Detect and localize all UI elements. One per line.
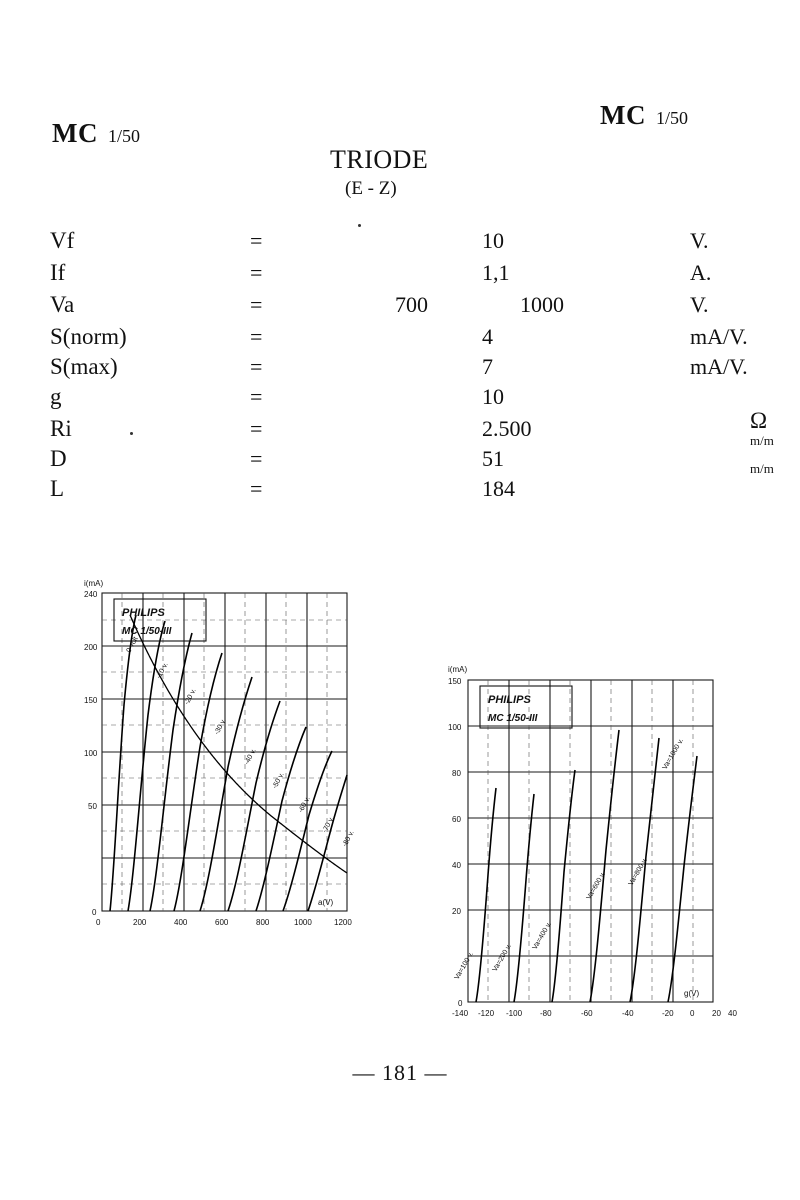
spec-row: [50, 324, 750, 354]
svg-text:50: 50: [88, 802, 97, 811]
spec-label: If: [50, 260, 66, 285]
spec-row: [50, 354, 750, 384]
svg-text:0: 0: [92, 908, 97, 917]
svg-text:-80 v.: -80 v.: [341, 829, 356, 848]
spec-unit-mm: m/m: [750, 461, 774, 476]
svg-text:Va=600 v.: Va=600 v.: [585, 870, 608, 901]
svg-text:240: 240: [84, 590, 98, 599]
chart-left-model: MC 1/50-III: [122, 626, 172, 637]
svg-text:200: 200: [133, 918, 147, 927]
spec-value: 4: [482, 324, 493, 349]
spec-equals: =: [250, 260, 263, 285]
svg-text:-10 v.: -10 v.: [155, 661, 170, 680]
svg-text:60: 60: [452, 815, 461, 824]
svg-text:0: 0: [96, 918, 101, 927]
spec-unit-mm: m/m: [750, 433, 774, 448]
spec-label: Vf: [50, 228, 75, 253]
svg-text:150: 150: [448, 677, 462, 686]
header-right: [600, 100, 688, 131]
chart-grid-characteristics: [440, 660, 740, 1040]
svg-text:-100: -100: [506, 1009, 523, 1018]
svg-text:-70 v.: -70 v.: [321, 815, 336, 834]
spec-equals: =: [250, 228, 263, 253]
svg-text:80: 80: [452, 769, 461, 778]
svg-text:100: 100: [84, 749, 98, 758]
spec-unit: V.: [690, 292, 709, 317]
spec-value: 10: [482, 228, 504, 253]
svg-text:20: 20: [712, 1009, 721, 1018]
spec-value-a: 700: [395, 292, 428, 317]
spec-label: Ri: [50, 416, 72, 441]
svg-text:0: 0: [458, 999, 463, 1008]
svg-text:-60 v.: -60 v.: [297, 795, 312, 814]
svg-text:-50 v.: -50 v.: [271, 771, 286, 790]
svg-text:Va=400 v.: Va=400 v.: [531, 920, 554, 951]
header-right-code: MC: [600, 100, 646, 130]
spec-unit-ohm: Ω: [750, 408, 768, 433]
chart-left-brand: PHILIPS: [122, 607, 165, 619]
svg-text:a(V): a(V): [318, 898, 334, 907]
spec-row: [50, 446, 774, 476]
header-left: [52, 118, 140, 149]
svg-text:Va=800 v.: Va=800 v.: [627, 856, 650, 887]
specification-table: [50, 228, 774, 506]
spec-value: 51: [482, 446, 504, 471]
ink-speck: [358, 224, 361, 227]
svg-text:40: 40: [452, 861, 461, 870]
svg-text:20: 20: [452, 907, 461, 916]
spec-row: [50, 292, 750, 324]
spec-unit: mA/V.: [690, 324, 748, 349]
spec-value: 184: [482, 476, 515, 501]
spec-label: S(max): [50, 354, 118, 379]
spec-row: [50, 384, 750, 416]
svg-text:100: 100: [448, 723, 462, 732]
spec-equals: =: [250, 324, 263, 349]
spec-equals: =: [250, 292, 263, 317]
chart-anode-svg: [70, 575, 390, 940]
svg-text:i(mA): i(mA): [84, 579, 104, 588]
header-left-code: MC: [52, 118, 98, 148]
spec-value: 2.500: [482, 416, 532, 441]
svg-text:400: 400: [174, 918, 188, 927]
svg-text:-20: -20: [662, 1009, 674, 1018]
spec-equals: =: [250, 416, 263, 441]
header-right-fraction: 1/50: [655, 108, 688, 128]
svg-text:1000: 1000: [294, 918, 312, 927]
svg-text:200: 200: [84, 643, 98, 652]
svg-text:40: 40: [728, 1009, 737, 1018]
svg-text:0 volt: 0 volt: [125, 635, 140, 654]
spec-label: Va: [50, 292, 75, 317]
spec-unit: A.: [690, 260, 712, 285]
spec-value: 7: [482, 354, 493, 379]
svg-text:-120: -120: [478, 1009, 495, 1018]
spec-row: [50, 476, 750, 506]
svg-text:600: 600: [215, 918, 229, 927]
svg-text:Va=200 v.: Va=200 v.: [491, 942, 514, 973]
spec-row: [50, 408, 774, 448]
chart-right-model: MC 1/50-III: [488, 713, 538, 724]
svg-text:-60: -60: [581, 1009, 593, 1018]
spec-equals: =: [250, 476, 263, 501]
chart-anode-characteristics: [70, 575, 390, 940]
svg-text:-20 v.: -20 v.: [183, 687, 198, 706]
svg-text:-80: -80: [540, 1009, 552, 1018]
spec-label: S(norm): [50, 324, 127, 349]
spec-label: L: [50, 476, 65, 501]
spec-label: g: [50, 384, 62, 409]
svg-text:-40: -40: [622, 1009, 634, 1018]
chart-right-brand: PHILIPS: [488, 694, 531, 706]
spec-unit: V.: [690, 228, 709, 253]
svg-text:i(mA): i(mA): [448, 665, 468, 674]
svg-text:1200: 1200: [334, 918, 352, 927]
spec-row: [50, 260, 750, 292]
header-left-fraction: 1/50: [107, 126, 140, 146]
page-title: TRIODE: [330, 145, 429, 174]
svg-text:Va=100 v.: Va=100 v.: [453, 950, 476, 981]
spec-value: 10: [482, 384, 504, 409]
svg-text:0: 0: [690, 1009, 695, 1018]
svg-text:150: 150: [84, 696, 98, 705]
page-number: — 181 —: [352, 1060, 448, 1085]
spec-value-b: 1000: [520, 292, 564, 317]
spec-equals: =: [250, 354, 263, 379]
spec-value: 1,1: [482, 260, 510, 285]
svg-text:-30 v.: -30 v.: [213, 717, 228, 736]
svg-text:800: 800: [256, 918, 270, 927]
svg-text:Va=1000 v.: Va=1000 v.: [661, 737, 686, 771]
svg-text:-40 v.: -40 v.: [243, 747, 258, 766]
spec-equals: =: [250, 384, 263, 409]
spec-row: [50, 228, 750, 260]
svg-text:-140: -140: [452, 1009, 469, 1018]
spec-unit: mA/V.: [690, 354, 748, 379]
spec-label: D: [50, 446, 67, 471]
page-subtitle: (E - Z): [345, 178, 397, 199]
spec-equals: =: [250, 446, 263, 471]
svg-text:g(V): g(V): [684, 989, 700, 998]
chart-grid-svg: [440, 660, 740, 1040]
